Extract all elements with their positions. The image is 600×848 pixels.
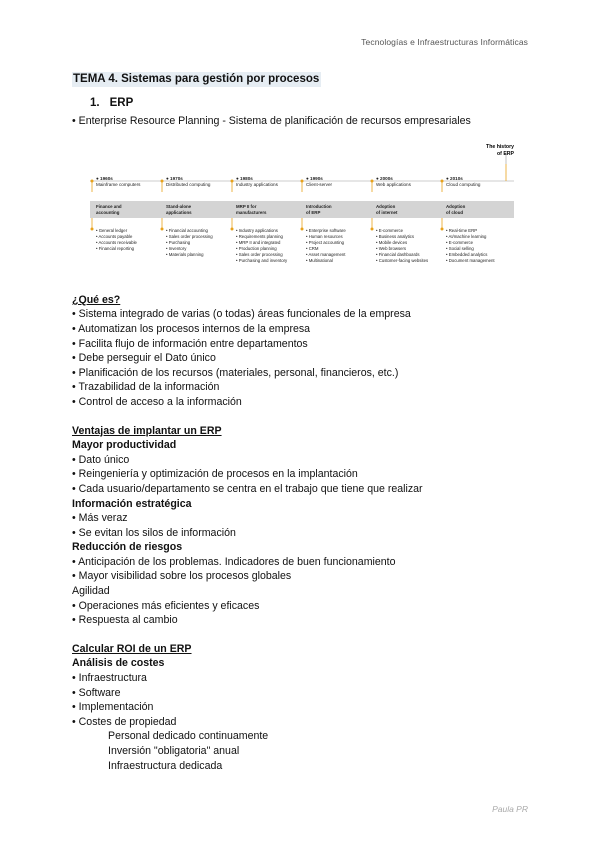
document-body	[72, 96, 542, 773]
era-marker	[371, 228, 374, 231]
riesgos-heading: Reducción de riesgos	[72, 541, 183, 554]
roi-heading: Calcular ROI de un ERP	[72, 642, 192, 655]
era-item: • Financial dashboards	[376, 252, 420, 258]
list-item: • Facilita flujo de información entre departamentos	[72, 337, 308, 350]
era-band-line: manufacturers	[236, 210, 267, 216]
ventajas-heading: Ventajas de implantar un ERP	[72, 424, 222, 437]
era-item: • Industry applications	[236, 228, 278, 234]
era-item: • Human resources	[306, 234, 343, 240]
section-label: ERP	[109, 97, 134, 109]
era-item: • E-commerce	[376, 228, 404, 234]
era-item: • Sales order processing	[166, 234, 213, 240]
era-band-line: of internet	[376, 210, 398, 216]
era-item: • Social selling	[446, 246, 474, 252]
era-marker	[301, 228, 304, 231]
era-marker	[91, 228, 94, 231]
era-band-line: Adoption	[376, 204, 396, 210]
era-item: • AI/machine learning	[446, 234, 487, 240]
era-marker	[441, 228, 444, 231]
history-title-1: The history	[486, 144, 514, 151]
era-item: • Sales order processing	[236, 252, 283, 258]
era-marker	[161, 180, 164, 183]
era-marker	[371, 180, 374, 183]
era-item: • Web browsers	[376, 246, 407, 252]
era-item: • MRP II and integrated	[236, 240, 281, 246]
era-item: • Multinational	[306, 258, 333, 264]
era-label: Industry applications	[236, 182, 278, 188]
footer-author: Paula PR	[492, 804, 528, 814]
era-item: • Inventory	[166, 246, 187, 252]
era-label: Client-server	[306, 182, 333, 188]
era-marker	[161, 228, 164, 231]
agilidad-heading: Agilidad	[72, 585, 110, 598]
era-item: • Financial accounting	[166, 228, 208, 234]
era-label: Mainframe computers	[96, 182, 141, 188]
list-item: • Operaciones más eficientes y eficaces	[72, 599, 260, 612]
list-item: • Mayor visibilidad sobre los procesos globales	[72, 570, 292, 583]
era-band-line: Adoption	[446, 204, 466, 210]
era-year: ● 2000s	[376, 176, 393, 182]
era-year: ● 1980s	[236, 176, 253, 182]
page-title: TEMA 4. Sistemas para gestión por procesos	[73, 73, 320, 85]
era-band-line: Introduction	[306, 204, 332, 210]
list-item: • Sistema integrado de varias (o todas) áreas funcionales de la empresa	[72, 308, 411, 321]
section-number: 1.	[90, 97, 100, 109]
list-item: • Infraestructura	[72, 672, 147, 685]
page-header: Tecnologías e Infraestructuras Informáticas	[361, 37, 528, 47]
era-band-line: of ERP	[306, 210, 321, 216]
list-item: • Anticipación de los problemas. Indicadores de buen funcionamiento	[72, 555, 396, 568]
era-year: ● 1960s	[96, 176, 113, 182]
era-item: • Mobile devices	[376, 240, 408, 246]
era-item: • Customer-facing websites	[376, 258, 429, 264]
era-item: • Accounts payable	[96, 234, 133, 240]
era-item: • Asset management	[306, 252, 346, 258]
era-item: • Enterprise software	[306, 228, 346, 234]
era-band-line: applications	[166, 210, 192, 216]
list-item: • Respuesta al cambio	[72, 614, 178, 627]
era-label: Distributed computing	[166, 182, 211, 188]
list-item: • Más veraz	[72, 512, 128, 525]
era-item: • Accounts receivable	[96, 240, 137, 246]
era-item: • E-commerce	[446, 240, 474, 246]
era-item: • Materials planning	[166, 252, 204, 258]
que-es-list	[72, 307, 542, 409]
list-item: • Software	[72, 686, 121, 699]
que-es-heading: ¿Qué es?	[72, 293, 121, 306]
list-item: • Automatizan los procesos internos de la empresa	[72, 322, 311, 335]
list-item: • Reingeniería y optimización de procesos en la implantación	[72, 468, 358, 481]
erp-definition: • Enterprise Resource Planning - Sistema de planificación de recursos empresariales	[72, 114, 471, 127]
era-band-line: Finance and	[96, 204, 122, 210]
era-label: Cloud computing	[446, 182, 481, 188]
era-item: • Requirements planning	[236, 234, 283, 240]
era-band-line: MRP II for	[236, 204, 257, 210]
era-item: • Purchasing and inventory	[236, 258, 288, 264]
estrategica-heading: Información estratégica	[72, 497, 192, 510]
era-item: • Document management	[446, 258, 495, 264]
history-title-2: of ERP	[496, 151, 514, 158]
list-item: • Dato único	[72, 453, 130, 466]
era-year: ● 1990s	[306, 176, 323, 182]
list-item: • Cada usuario/departamento se centra en el trabajo que tiene que realizar	[72, 482, 423, 495]
era-band-line: Stand-alone	[166, 204, 192, 210]
era-marker	[441, 180, 444, 183]
era-item: • Real-time ERP	[446, 228, 478, 234]
era-item: • General ledger	[96, 228, 128, 234]
analisis-heading: Análisis de costes	[72, 657, 165, 670]
era-item: • Business analytics	[376, 234, 415, 240]
list-item: • Costes de propiedad	[72, 715, 177, 728]
productividad-heading: Mayor productividad	[72, 439, 177, 452]
era-item: • Financial reporting	[96, 246, 135, 252]
sub-item: Personal dedicado continuamente	[108, 730, 269, 743]
era-marker	[231, 180, 234, 183]
section-erp-heading	[90, 96, 542, 111]
era-year: ● 1970s	[166, 176, 183, 182]
list-item: • Debe perseguir el Dato único	[72, 352, 216, 365]
list-item: • Implementación	[72, 701, 154, 714]
erp-history-timeline	[90, 134, 518, 284]
sub-item: Infraestructura dedicada	[108, 759, 223, 772]
era-year: ● 2010s	[446, 176, 463, 182]
list-item: • Control de acceso a la información	[72, 395, 242, 408]
era-item: • Production planning	[236, 246, 277, 252]
era-label: Web applications	[376, 182, 411, 188]
era-item: • Purchasing	[166, 240, 191, 246]
era-band-line: of cloud	[446, 210, 464, 216]
era-item: • Project accounting	[306, 240, 345, 246]
sub-item: Inversión "obligatoria" anual	[108, 745, 240, 757]
era-item: • CRM	[306, 246, 319, 252]
list-item: • Planificación de los recursos (materiales, personal, financieros, etc.)	[72, 366, 399, 379]
era-marker	[301, 180, 304, 183]
list-item: • Se evitan los silos de información	[72, 526, 236, 539]
era-marker	[231, 228, 234, 231]
era-marker	[91, 180, 94, 183]
era-item: • Embedded analytics	[446, 252, 488, 258]
era-band-line: accounting	[96, 210, 120, 216]
list-item: • Trazabilidad de la información	[72, 381, 220, 394]
